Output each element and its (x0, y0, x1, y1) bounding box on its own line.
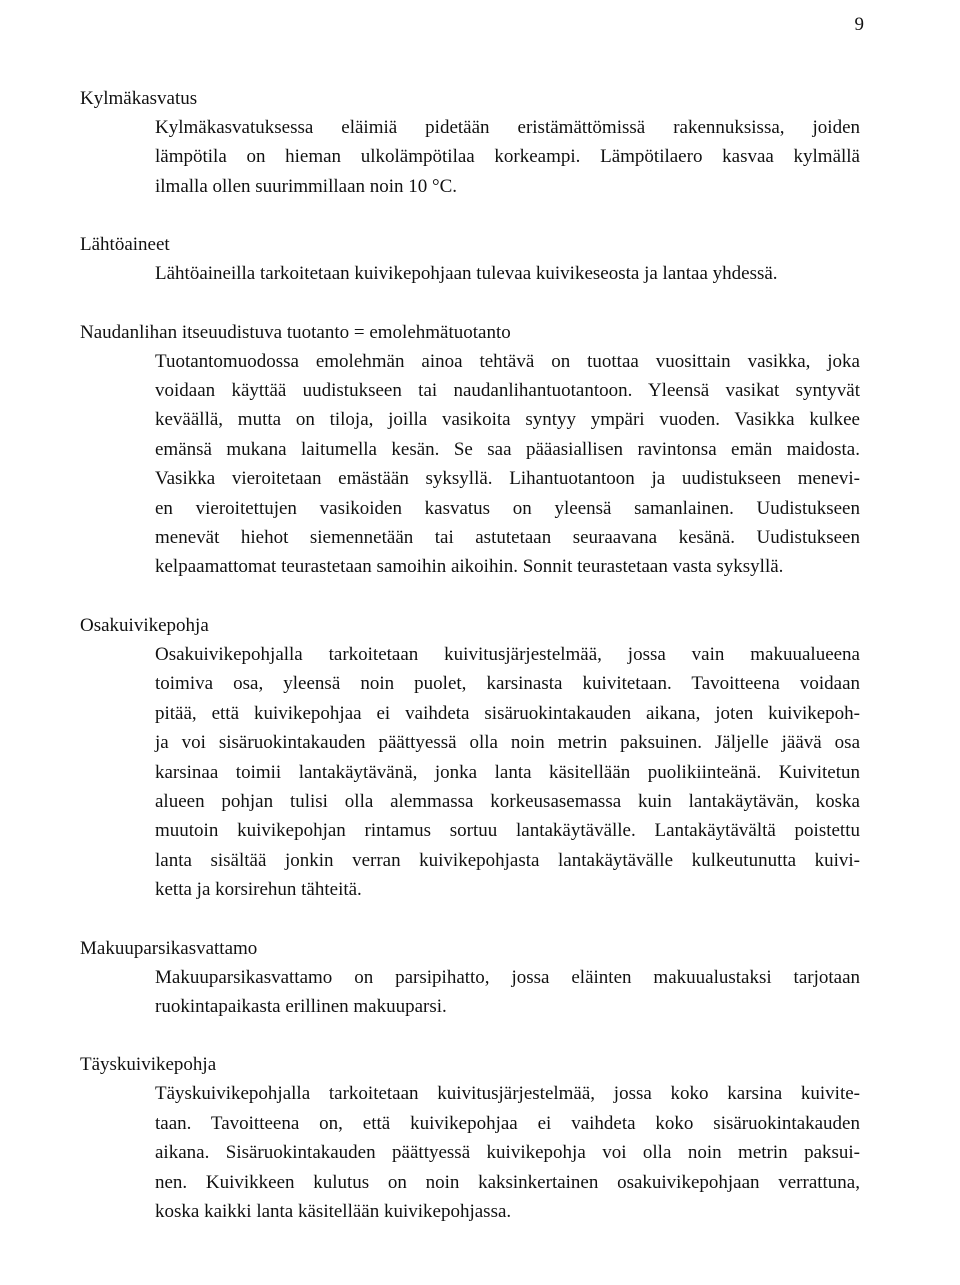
term-definition (155, 640, 860, 905)
text-line: Vasikka vieroitetaan emästään syksyllä. Lihantuotantoon ja uudistukseen menevi- (155, 468, 860, 490)
term-makuuparsikasvattamo (80, 934, 860, 1022)
term-kylmakasvatus (80, 84, 860, 201)
text-line: keväällä, mutta on tiloja, joilla vasikoita syntyy ympäri vuoden. Vasikka kulkee (155, 409, 860, 431)
term-title: Makuuparsikasvattamo (80, 937, 258, 959)
term-definition (155, 347, 860, 582)
text-line: lämpötila on hieman ulkolämpötilaa korkeampi. Lämpötilaero kasvaa kylmällä (155, 146, 860, 168)
term-definition (155, 963, 860, 1022)
page-number: 9 (854, 14, 864, 35)
text-line: Lähtöaineilla tarkoitetaan kuivikepohjaan tulevaa kuivikeseosta ja lantaa yhdessä. (155, 263, 778, 285)
text-line: Makuuparsikasvattamo on parsipihatto, jossa eläinten makuualustaksi tarjotaan (155, 966, 860, 988)
term-definition (155, 113, 860, 201)
text-line: lanta sisältää jonkin verran kuivikepohjasta lantakäytävälle kulkeutunutta kuivi- (155, 849, 860, 871)
text-line: voidaan käyttää uudistukseen tai naudanlihantuotantoon. Yleensä vasikat syntyvät (155, 380, 860, 402)
term-title: Lähtöaineet (80, 234, 170, 256)
text-line: alueen pohjan tulisi olla alemmassa korkeusasemassa kuin lantakäytävän, koska (155, 790, 860, 812)
text-line: aikana. Sisäruokintakauden päättyessä kuivikepohja voi olla noin metrin paksui- (155, 1142, 860, 1164)
text-line: toimiva osa, yleensä noin puolet, karsinasta kuivitetaan. Tavoitteena voidaan (155, 673, 860, 695)
document-body (80, 84, 860, 1255)
text-line: ilmalla ollen suurimmillaan noin 10 °C. (155, 175, 458, 197)
text-line: muutoin kuivikepohjan rintamus sortuu lantakäytävälle. Lantakäytävältä poistettu (155, 820, 860, 842)
term-emolehmatuotanto (80, 318, 860, 582)
text-line: koska kaikki lanta käsitellään kuivikepohjassa. (155, 1200, 512, 1222)
text-line: emänsä mukana laitumella kesän. Se saa pääasiallisen ravintonsa emän maidosta. (155, 438, 860, 460)
text-line: en vieroitettujen vasikoiden kasvatus on yleensä samanlainen. Uudistukseen (155, 497, 860, 519)
term-title: Kylmäkasvatus (80, 88, 198, 109)
text-line: nen. Kuivikkeen kulutus on noin kaksinkertainen osakuivikepohjaan verrattuna, (155, 1171, 860, 1193)
term-title: Naudanlihan itseuudistuva tuotanto = emolehmätuotanto (80, 321, 511, 343)
text-line: kelpaamattomat teurastetaan samoihin aikoihin. Sonnit teurastetaan vasta syksyllä. (155, 556, 784, 578)
term-lahtoaineet (80, 230, 860, 288)
text-line: karsinaa toimii lantakäytävänä, jonka lanta käsitellään puolikiinteänä. Kuivitetun (155, 761, 860, 783)
term-definition (155, 259, 860, 288)
text-line: Osakuivikepohjalla tarkoitetaan kuivitusjärjestelmää, jossa vain makuualueena (155, 643, 860, 665)
text-line: ruokintapaikasta erillinen makuuparsi. (155, 995, 447, 1017)
term-title: Täyskuivikepohja (80, 1054, 217, 1076)
text-line: pitää, että kuivikepohjaa ei vaihdeta sisäruokintakauden aikana, joten kuivikepoh- (155, 702, 860, 724)
text-line: ja voi sisäruokintakauden päättyessä olla noin metrin paksuinen. Jäljelle jäävä osa (155, 732, 860, 754)
text-line: Tuotantomuodossa emolehmän ainoa tehtävä on tuottaa vuosittain vasikka, joka (155, 350, 860, 372)
term-definition (155, 1079, 860, 1226)
text-line: menevät hiehot siemennetään tai astutetaan seuraavana kesänä. Uudistukseen (155, 527, 860, 549)
term-title: Osakuivikepohja (80, 614, 209, 636)
text-line: taan. Tavoitteena on, että kuivikepohjaa ei vaihdeta koko sisäruokintakauden (155, 1112, 860, 1134)
term-osakuivikepohja (80, 611, 860, 905)
text-line: ketta ja korsirehun tähteitä. (155, 879, 362, 901)
term-tayskuivikepohja (80, 1050, 860, 1226)
text-line: Kylmäkasvatuksessa eläimiä pidetään eristämättömissä rakennuksissa, joiden (155, 117, 860, 138)
text-line: Täyskuivikepohjalla tarkoitetaan kuivitusjärjestelmää, jossa koko karsina kuivite- (155, 1083, 860, 1105)
